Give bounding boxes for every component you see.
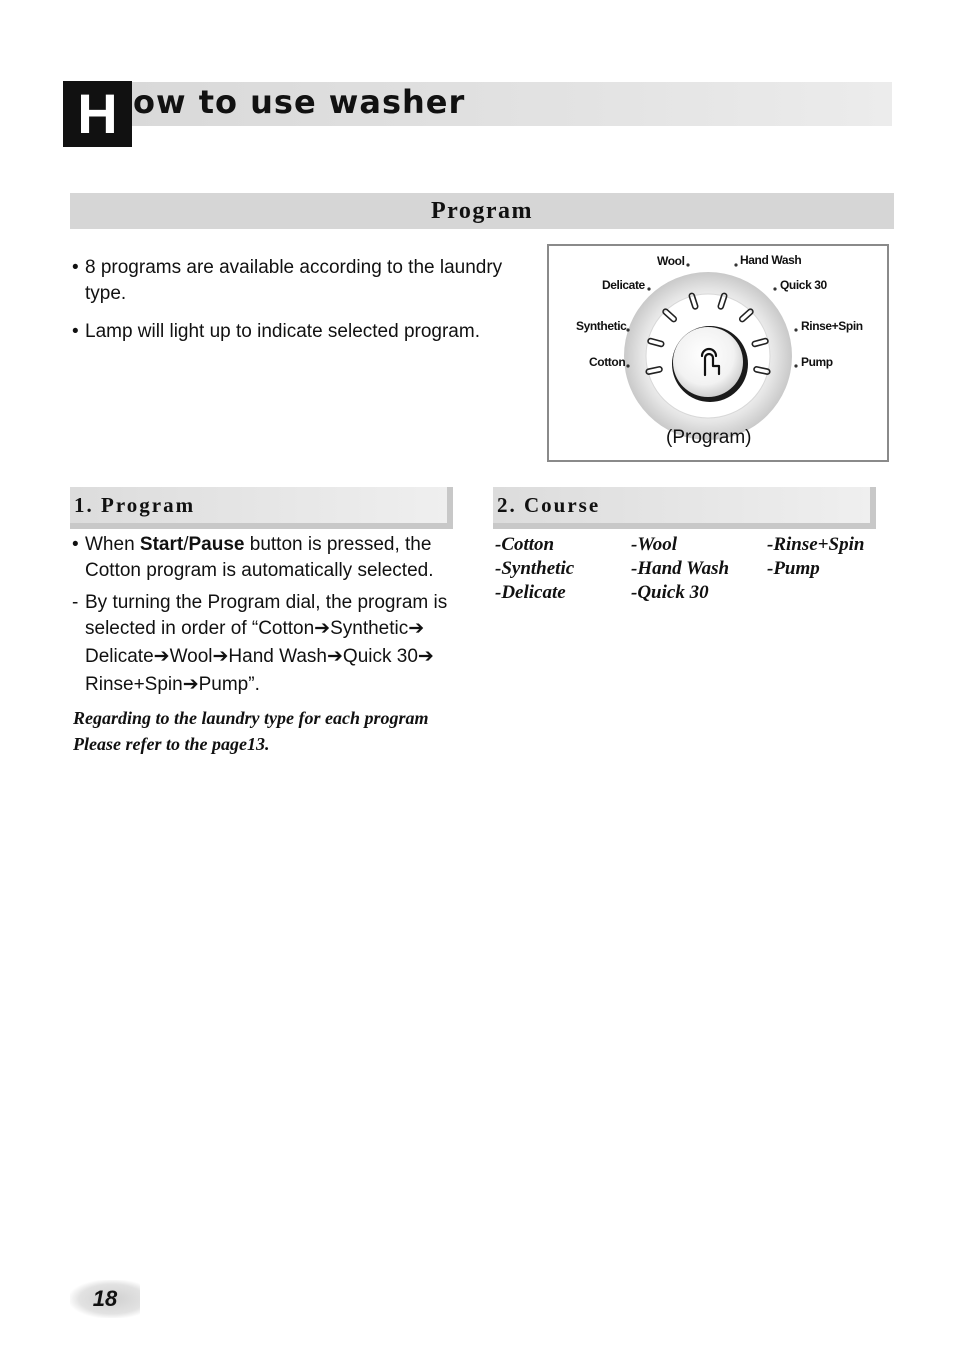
program-bullet-start bbox=[72, 532, 472, 584]
section-title-program: Program bbox=[70, 193, 894, 229]
program-dial-figure bbox=[547, 244, 889, 462]
intro-bullets bbox=[72, 255, 512, 345]
text-line: Delicate➔Wool➔Hand Wash➔Quick 30➔ bbox=[85, 646, 434, 667]
bullet-dot: • bbox=[72, 321, 79, 342]
pause-keyword: Pause bbox=[188, 534, 245, 555]
dial-label-rinse-spin: Rinse+Spin bbox=[801, 319, 863, 333]
text-segment: When bbox=[85, 534, 140, 555]
note-line: Please refer to the page13. bbox=[73, 734, 270, 754]
bullet-dot: • bbox=[72, 534, 79, 555]
subheader-program bbox=[70, 487, 453, 529]
course-column-1 bbox=[495, 533, 574, 605]
program-bullet-dial-text bbox=[85, 590, 447, 698]
intro-bullet-lamp bbox=[72, 319, 512, 345]
dial-label-synthetic: Synthetic bbox=[576, 319, 627, 333]
dial-label-cotton: Cotton bbox=[589, 355, 626, 369]
text-line: selected in order of “Cotton➔Synthetic➔ bbox=[85, 618, 425, 639]
intro-bullet-text: 8 programs are available according to the laundry type. bbox=[85, 257, 503, 304]
text-line: By turning the Program dial, the program is bbox=[85, 592, 448, 613]
course-column-3 bbox=[767, 533, 864, 581]
dial-knob bbox=[673, 327, 743, 397]
dial-label-hand-wash: Hand Wash bbox=[740, 253, 802, 267]
page-number: 18 bbox=[70, 1280, 140, 1318]
dial-label-delicate: Delicate bbox=[602, 278, 645, 292]
course-item: -Quick 30 bbox=[631, 582, 709, 603]
text-segment: / bbox=[183, 534, 189, 555]
intro-bullet-programs bbox=[72, 255, 512, 307]
dial-label-quick30: Quick 30 bbox=[780, 278, 827, 292]
course-column-2 bbox=[631, 533, 729, 605]
note-line: Regarding to the laundry type for each program bbox=[73, 708, 429, 728]
course-item: -Delicate bbox=[495, 582, 566, 603]
course-item: -Cotton bbox=[495, 534, 555, 555]
page-title: ow to use washer bbox=[133, 83, 466, 121]
intro-bullet-text: Lamp will light up to indicate selected program. bbox=[85, 321, 480, 342]
course-item: -Pump bbox=[767, 558, 820, 579]
text-segment: button is pressed, the Cotton program is automatically selected. bbox=[85, 534, 434, 581]
course-item: -Synthetic bbox=[495, 558, 575, 579]
laundry-type-note bbox=[73, 705, 473, 757]
subheader-program-title: 1. Program bbox=[74, 493, 196, 517]
text-line: Rinse+Spin➔Pump”. bbox=[85, 674, 260, 695]
title-initial-letter: H bbox=[63, 81, 132, 147]
course-item: -Hand Wash bbox=[631, 558, 730, 579]
dial-label-pump: Pump bbox=[801, 355, 833, 369]
subheader-course bbox=[493, 487, 876, 529]
start-keyword: Start bbox=[139, 534, 184, 555]
program-bullets bbox=[72, 532, 472, 698]
bullet-dot: • bbox=[72, 257, 79, 278]
subheader-course-title: 2. Course bbox=[497, 493, 601, 517]
program-bullet-start-text bbox=[85, 532, 472, 584]
bullet-dash: - bbox=[72, 592, 79, 613]
dial-label-wool: Wool bbox=[657, 254, 685, 268]
course-item: -Rinse+Spin bbox=[767, 534, 865, 555]
dial-caption: (Program) bbox=[666, 427, 752, 448]
program-bullet-dial bbox=[72, 590, 472, 698]
course-item: -Wool bbox=[631, 534, 678, 555]
